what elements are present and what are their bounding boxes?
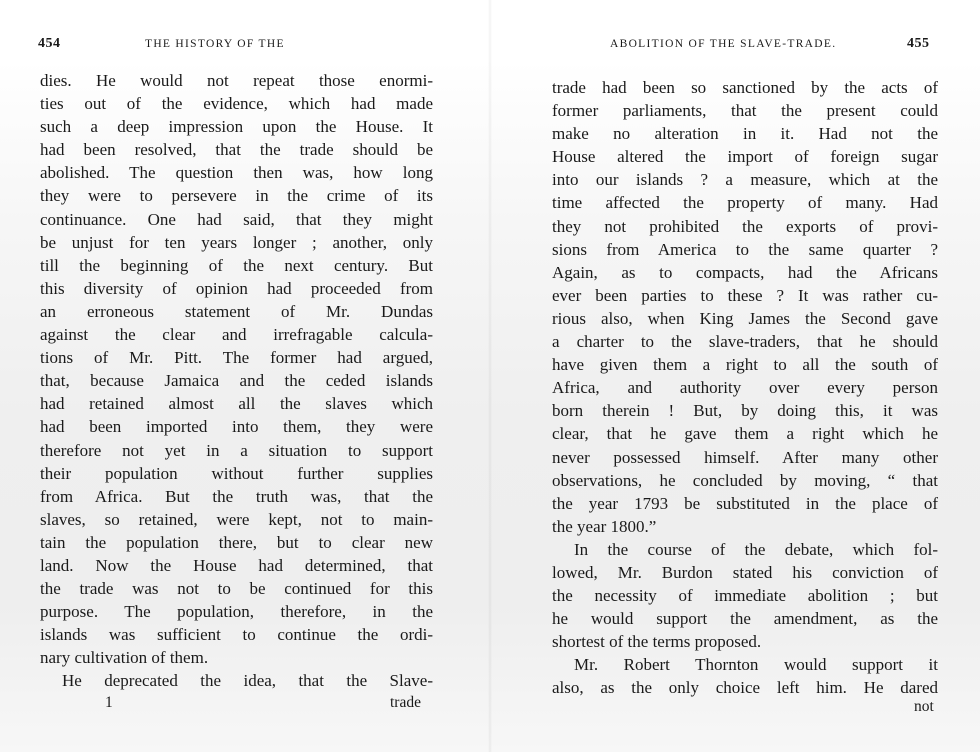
- left-page: [0, 0, 488, 752]
- text-line: had retained almost all the slaves which: [40, 394, 433, 414]
- text-line: had been resolved, that the trade should be: [40, 140, 433, 160]
- text-line: Again, as to compacts, had the Africans: [552, 262, 938, 282]
- text-line: shortest of the terms proposed.: [552, 632, 762, 652]
- text-line: into our islands ? a measure, which at the: [552, 170, 938, 190]
- text-line: former parliaments, that the present could: [552, 101, 938, 121]
- text-line: this diversity of opinion had proceeded from: [40, 278, 433, 298]
- right-body-text: [552, 76, 938, 700]
- text-line: Mr. Robert Thornton would support it: [574, 655, 938, 675]
- text-line: slaves, so retained, were kept, not to main-: [40, 509, 433, 529]
- text-line: abolished. The question then was, how long: [40, 163, 433, 183]
- text-line: He deprecated the idea, that the Slave-: [62, 671, 433, 691]
- text-line: that, because Jamaica and the ceded islands: [40, 371, 433, 391]
- text-line: the year 1800.”: [552, 516, 657, 536]
- text-line: ever been parties to these ? It was rather cu-: [552, 285, 938, 305]
- text-line: a charter to the slave-traders, that he should: [552, 332, 938, 352]
- text-line: tain the population there, but to clear new: [40, 532, 433, 552]
- text-line: Africa, and authority over every person: [552, 378, 938, 398]
- signature-mark: 1: [105, 694, 113, 711]
- text-line: they not prohibited the exports of provi-: [552, 216, 938, 236]
- text-line: never possessed himself. After many other: [552, 447, 938, 467]
- text-line: an erroneous statement of Mr. Dundas: [40, 301, 433, 321]
- text-line: have given them a right to all the south of: [552, 355, 938, 375]
- text-line: the year 1793 be substituted in the place of: [552, 493, 938, 513]
- text-line: make no alteration in it. Had not the: [552, 124, 938, 144]
- text-line: had been imported into them, they were: [40, 417, 433, 437]
- right-page-number: 455: [907, 36, 930, 51]
- text-line: In the course of the debate, which fol-: [574, 539, 938, 559]
- text-line: ties out of the evidence, which had made: [40, 94, 433, 114]
- right-running-head: ABOLITION OF THE SLAVE-TRADE.: [610, 38, 837, 50]
- text-line: continuance. One had said, that they might: [40, 209, 433, 229]
- left-body-text: [40, 69, 433, 693]
- text-line: sions from America to the same quarter ?: [552, 239, 938, 259]
- text-line: tions of Mr. Pitt. The former had argued,: [40, 348, 433, 368]
- text-line: islands was sufficient to continue the ordi-: [40, 625, 433, 645]
- text-line: the trade was not to be continued for this: [40, 579, 433, 599]
- text-line: they were to persevere in the crime of its: [40, 186, 433, 206]
- text-line: from Africa. But the truth was, that the: [40, 486, 433, 506]
- text-line: therefore not yet in a situation to support: [40, 440, 433, 460]
- text-line: such a deep impression upon the House. It: [40, 117, 433, 137]
- left-page-number: 454: [38, 36, 61, 51]
- text-line: rious also, when King James the Second gave: [552, 308, 938, 328]
- text-line: be unjust for ten years longer ; another, only: [40, 232, 433, 252]
- text-line: their population without further supplies: [40, 463, 433, 483]
- text-line: clear, that he gave them a right which he: [552, 424, 938, 444]
- text-line: dies. He would not repeat those enormi-: [40, 71, 433, 90]
- text-line: nary cultivation of them.: [40, 648, 209, 668]
- text-line: trade had been so sanctioned by the acts of: [552, 78, 938, 97]
- text-line: House altered the import of foreign sugar: [552, 147, 938, 167]
- text-line: the necessity of immediate abolition ; but: [552, 586, 938, 606]
- text-line: born therein ! But, by doing this, it was: [552, 401, 938, 421]
- text-line: observations, he concluded by moving, “ that: [552, 470, 938, 490]
- right-page: [492, 0, 980, 752]
- text-line: land. Now the House had determined, that: [40, 555, 433, 575]
- text-line: against the clear and irrefragable calcula-: [40, 325, 433, 345]
- text-line: also, as the only choice left him. He dared: [552, 678, 938, 698]
- text-line: time affected the property of many. Had: [552, 193, 938, 213]
- text-line: purpose. The population, therefore, in the: [40, 602, 433, 622]
- text-line: lowed, Mr. Burdon stated his conviction of: [552, 562, 938, 582]
- left-running-head: THE HISTORY OF THE: [145, 38, 285, 50]
- left-catchword: trade: [390, 694, 421, 711]
- right-catchword: not: [914, 698, 934, 715]
- text-line: till the beginning of the next century. But: [40, 255, 433, 275]
- text-line: he would support the amendment, as the: [552, 609, 938, 629]
